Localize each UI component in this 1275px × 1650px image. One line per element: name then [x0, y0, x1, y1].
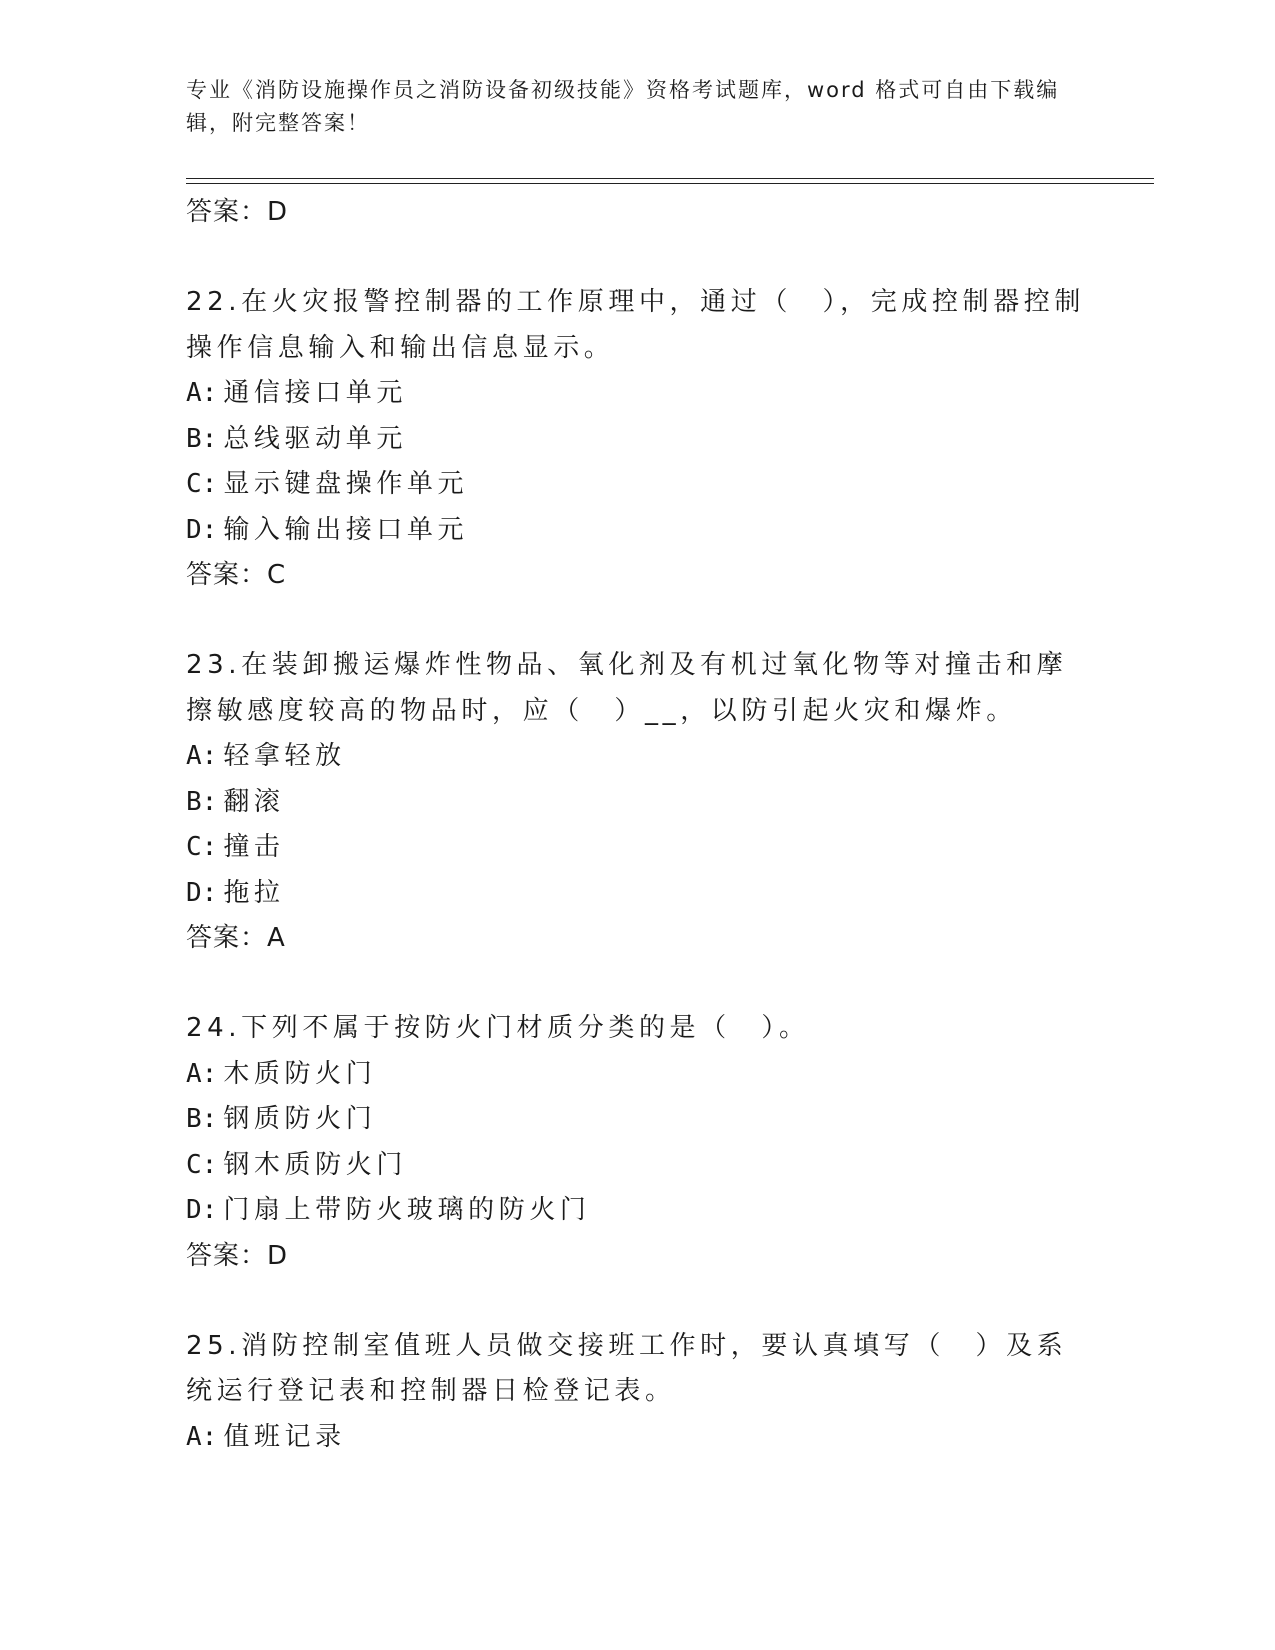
option-d — [186, 1188, 1086, 1234]
option-letter: A: — [186, 1058, 218, 1089]
header-divider-bottom — [186, 183, 1154, 184]
option-text: 撞击 — [223, 832, 285, 862]
option-letter: A: — [186, 378, 218, 408]
option-letter: D: — [186, 514, 218, 545]
option-letter: C: — [186, 832, 218, 862]
question-24 — [186, 1006, 1086, 1278]
option-b — [186, 1097, 1086, 1143]
option-b — [186, 780, 1086, 826]
question-stem: 23.在装卸搬运爆炸性物品、氧化剂及有机过氧化物等对撞击和摩擦敏感度较高的物品时，应（ ）__，以防引起火灾和爆炸。 — [186, 650, 1068, 726]
option-text: 拖拉 — [223, 877, 285, 908]
option-d — [186, 508, 1086, 554]
option-c — [186, 825, 1086, 871]
option-text: 木质防火门 — [223, 1058, 377, 1089]
question-stem: 25.消防控制室值班人员做交接班工作时，要认真填写（ ）及系统运行登记表和控制器日检登记表。 — [186, 1330, 1068, 1406]
answer-line: 答案：A — [186, 923, 286, 953]
question-stem: 22.在火灾报警控制器的工作原理中，通过（ ），完成控制器控制操作信息输入和输出信息显示。 — [186, 287, 1085, 363]
document-header: 专业《消防设施操作员之消防设备初级技能》资格考试题库，word 格式可自由下载编辑，附完整答案！ — [186, 78, 1060, 135]
option-text: 钢木质防火门 — [223, 1149, 407, 1180]
option-a — [186, 1052, 1086, 1098]
option-letter: B: — [186, 423, 218, 454]
option-text: 总线驱动单元 — [223, 423, 407, 454]
option-letter: B: — [186, 786, 218, 817]
option-text: 通信接口单元 — [223, 378, 407, 408]
option-letter: C: — [186, 469, 218, 499]
question-23 — [186, 643, 1086, 960]
option-letter: D: — [186, 877, 218, 908]
option-text: 输入输出接口单元 — [223, 514, 469, 545]
option-a — [186, 734, 1086, 780]
option-text: 门扇上带防火玻璃的防火门 — [223, 1195, 591, 1225]
option-c — [186, 1143, 1086, 1189]
option-text: 轻拿轻放 — [223, 741, 346, 771]
question-25 — [186, 1324, 1086, 1461]
answer-line: 答案：D — [186, 197, 289, 227]
option-c — [186, 462, 1086, 508]
option-a — [186, 1415, 1086, 1461]
answer-line: 答案：C — [186, 560, 287, 590]
option-letter: C: — [186, 1149, 218, 1180]
option-b — [186, 417, 1086, 463]
question-stem: 24.下列不属于按防火门材质分类的是（ ）。 — [186, 1013, 810, 1043]
option-a — [186, 371, 1086, 417]
option-d — [186, 871, 1086, 917]
header-divider-top — [186, 178, 1154, 179]
answer-line: 答案：D — [186, 1240, 289, 1271]
option-letter: D: — [186, 1195, 218, 1225]
option-text: 翻滚 — [223, 786, 285, 817]
option-text: 显示键盘操作单元 — [223, 469, 469, 499]
option-text: 钢质防火门 — [223, 1104, 377, 1134]
option-letter: A: — [186, 1421, 218, 1452]
option-letter: B: — [186, 1104, 218, 1134]
option-letter: A: — [186, 741, 218, 771]
question-22 — [186, 280, 1086, 597]
option-text: 值班记录 — [223, 1421, 346, 1452]
question-list — [186, 190, 1086, 1460]
